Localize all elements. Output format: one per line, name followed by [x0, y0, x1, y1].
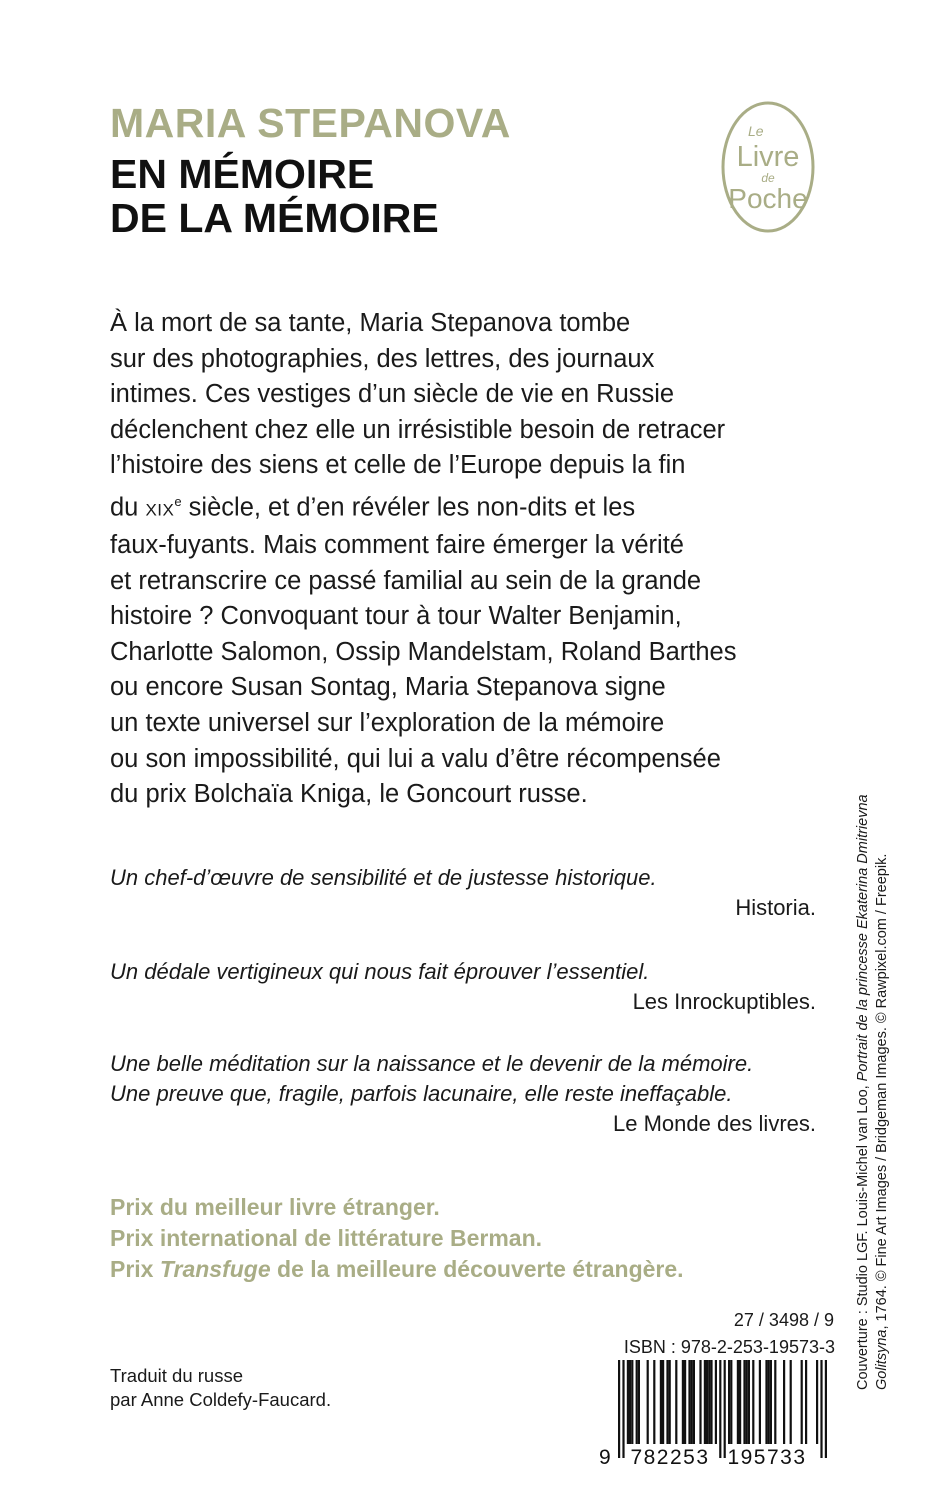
quote-source: Les Inrockuptibles.: [632, 989, 816, 1014]
barcode-bar: [724, 1360, 726, 1458]
barcode-bar: [770, 1360, 772, 1444]
quote-text: Une preuve que, fragile, parfois lacunaire, elle reste ineffaçable.: [110, 1081, 733, 1106]
press-quote-inrockuptibles: [110, 957, 816, 1017]
barcode-bar: [699, 1360, 701, 1444]
prize-name-italic: Transfuge: [159, 1256, 271, 1282]
summary-line: À la mort de sa tante, Maria Stepanova tombe: [110, 309, 631, 337]
barcode-bar: [719, 1360, 721, 1458]
barcode-bar: [730, 1360, 732, 1444]
summary-line: l’histoire des siens et celle de l’Europe depuis la fin: [110, 451, 686, 480]
barcode-digits-left: 782253: [630, 1446, 710, 1469]
translator-line: par Anne Coldefy-Faucard.: [110, 1389, 332, 1410]
barcode-digit-first: 9: [599, 1446, 611, 1469]
translator-line: Traduit du russe: [110, 1365, 243, 1386]
summary-line: déclenchent chez elle un irrésistible besoin de retracer: [110, 415, 726, 444]
barcode-bar: [805, 1360, 807, 1444]
barcode-bar: [647, 1360, 649, 1444]
barcode-bar: [768, 1360, 770, 1444]
credit-artwork-title: Golitsyna: [874, 1329, 890, 1390]
barcode-bar: [618, 1360, 620, 1458]
publisher-logo: [720, 100, 816, 234]
logo-word-livre: Livre: [736, 141, 800, 173]
press-quote-le-monde: [110, 1049, 816, 1139]
credit-line: [854, 740, 873, 1390]
barcode-bar: [653, 1360, 655, 1444]
credit-text: , 1764. © Fine Art Images / Bridgeman Images. © Rawpixel.com / Freepik.: [874, 853, 890, 1330]
prize-item: [110, 1254, 684, 1285]
book-summary: [110, 306, 830, 813]
barcode-bar: [706, 1360, 708, 1444]
barcode-bar: [783, 1360, 785, 1444]
quote-source: Historia.: [735, 895, 816, 920]
summary-line: [110, 484, 830, 528]
barcode-bar: [631, 1360, 633, 1444]
summary-line: histoire ? Convoquant tour à tour Walter Benjamin,: [110, 602, 682, 631]
logo-word-poche: Poche: [728, 183, 808, 214]
prize-text: de la meilleure découverte étrangère.: [270, 1256, 684, 1282]
barcode-bar: [666, 1360, 668, 1444]
quote-source: Le Monde des livres.: [613, 1111, 816, 1136]
book-title-line-1: EN MÉMOIRE: [110, 151, 375, 197]
barcode-bar: [765, 1360, 767, 1444]
barcode-bar: [660, 1360, 662, 1444]
credit-artwork-title: Portrait de la princesse Ekaterina Dmitrievna: [855, 794, 871, 1082]
barcode-bar: [710, 1360, 712, 1444]
cover-credits: [854, 740, 892, 1390]
isbn-number: ISBN : 978-2-253-19573-3: [623, 1337, 835, 1357]
barcode-bar: [739, 1360, 741, 1444]
quote-text: Un chef-d’œuvre de sensibilité et de justesse historique.: [110, 865, 657, 890]
barcode-bar: [675, 1360, 677, 1444]
barcode-bar: [752, 1360, 754, 1444]
book-title-line-2: DE LA MÉMOIRE: [110, 195, 439, 241]
summary-line: sur des photographies, des lettres, des journaux: [110, 344, 655, 373]
barcode-bar: [708, 1360, 710, 1444]
barcode-bar: [684, 1360, 686, 1444]
barcode-bar: [627, 1360, 629, 1444]
barcode-bar: [636, 1360, 638, 1444]
prize-item: Prix du meilleur livre étranger.: [110, 1194, 440, 1220]
logo-word-de: de: [761, 171, 775, 185]
barcode-bar: [737, 1360, 739, 1444]
summary-line: un texte universel sur l’exploration de la mémoire: [110, 709, 665, 738]
summary-text: siècle, et d’en révéler les non-dits et les: [181, 493, 636, 522]
isbn-barcode: [596, 1360, 836, 1470]
summary-line: et retranscrire ce passé familial au sein de la grande: [110, 566, 702, 595]
prizes-list: [110, 1192, 684, 1285]
summary-text: du: [110, 493, 146, 522]
barcode-bar: [743, 1360, 745, 1444]
barcode-bar: [638, 1360, 640, 1444]
summary-line: intimes. Ces vestiges d’un siècle de vie en Russie: [110, 380, 675, 409]
barcode-bar: [816, 1360, 818, 1444]
barcode-bar: [774, 1360, 776, 1444]
barcode-digits-right: 195733: [727, 1446, 807, 1469]
author-name: MARIA STEPANOVA: [110, 100, 511, 146]
barcode-bar: [801, 1360, 803, 1444]
quote-text: Un dédale vertigineux qui nous fait éprouver l’essentiel.: [110, 959, 650, 984]
prize-item: Prix international de littérature Berman.: [110, 1225, 543, 1251]
barcode-bar: [759, 1360, 761, 1444]
barcode-bar: [691, 1360, 693, 1444]
barcode-bar: [622, 1360, 624, 1458]
barcode-bars: [618, 1360, 827, 1458]
book-title: [110, 152, 439, 240]
barcode-bar: [669, 1360, 671, 1444]
summary-line: faux-fuyants. Mais comment faire émerger la vérité: [110, 531, 684, 560]
barcode-bar: [746, 1360, 748, 1444]
barcode-bar: [820, 1360, 822, 1458]
credit-line: [873, 740, 892, 1390]
barcode-bar: [825, 1360, 827, 1458]
century-numeral: XIX: [145, 500, 175, 520]
barcode-bar: [748, 1360, 750, 1444]
century-superscript: e: [174, 493, 182, 509]
summary-line: du prix Bolchaïa Kniga, le Goncourt russe.: [110, 780, 588, 809]
press-quote-historia: [110, 863, 816, 923]
summary-line: ou son impossibilité, qui lui a valu d’être récompensée: [110, 744, 721, 773]
credit-text: Couverture : Studio LGF. Louis-Michel van Loo,: [855, 1081, 871, 1390]
quote-text: Une belle méditation sur la naissance et le devenir de la mémoire.: [110, 1051, 754, 1076]
prize-text: Prix: [110, 1256, 160, 1282]
barcode-bar: [715, 1360, 717, 1444]
catalog-code: 27 / 3498 / 9: [733, 1310, 834, 1330]
barcode-bar: [662, 1360, 664, 1444]
barcode-bar: [790, 1360, 792, 1444]
summary-line: Charlotte Salomon, Ossip Mandelstam, Roland Barthes: [110, 637, 737, 666]
barcode-bar: [682, 1360, 684, 1444]
barcode-bar: [704, 1360, 706, 1444]
barcode-bar: [629, 1360, 631, 1444]
summary-line: ou encore Susan Sontag, Maria Stepanova signe: [110, 673, 666, 702]
logo-word-le: Le: [748, 123, 764, 139]
barcode-bar: [688, 1360, 690, 1444]
translator-credit: [110, 1364, 331, 1412]
barcode-bar: [693, 1360, 695, 1444]
barcode-bar: [728, 1360, 730, 1444]
